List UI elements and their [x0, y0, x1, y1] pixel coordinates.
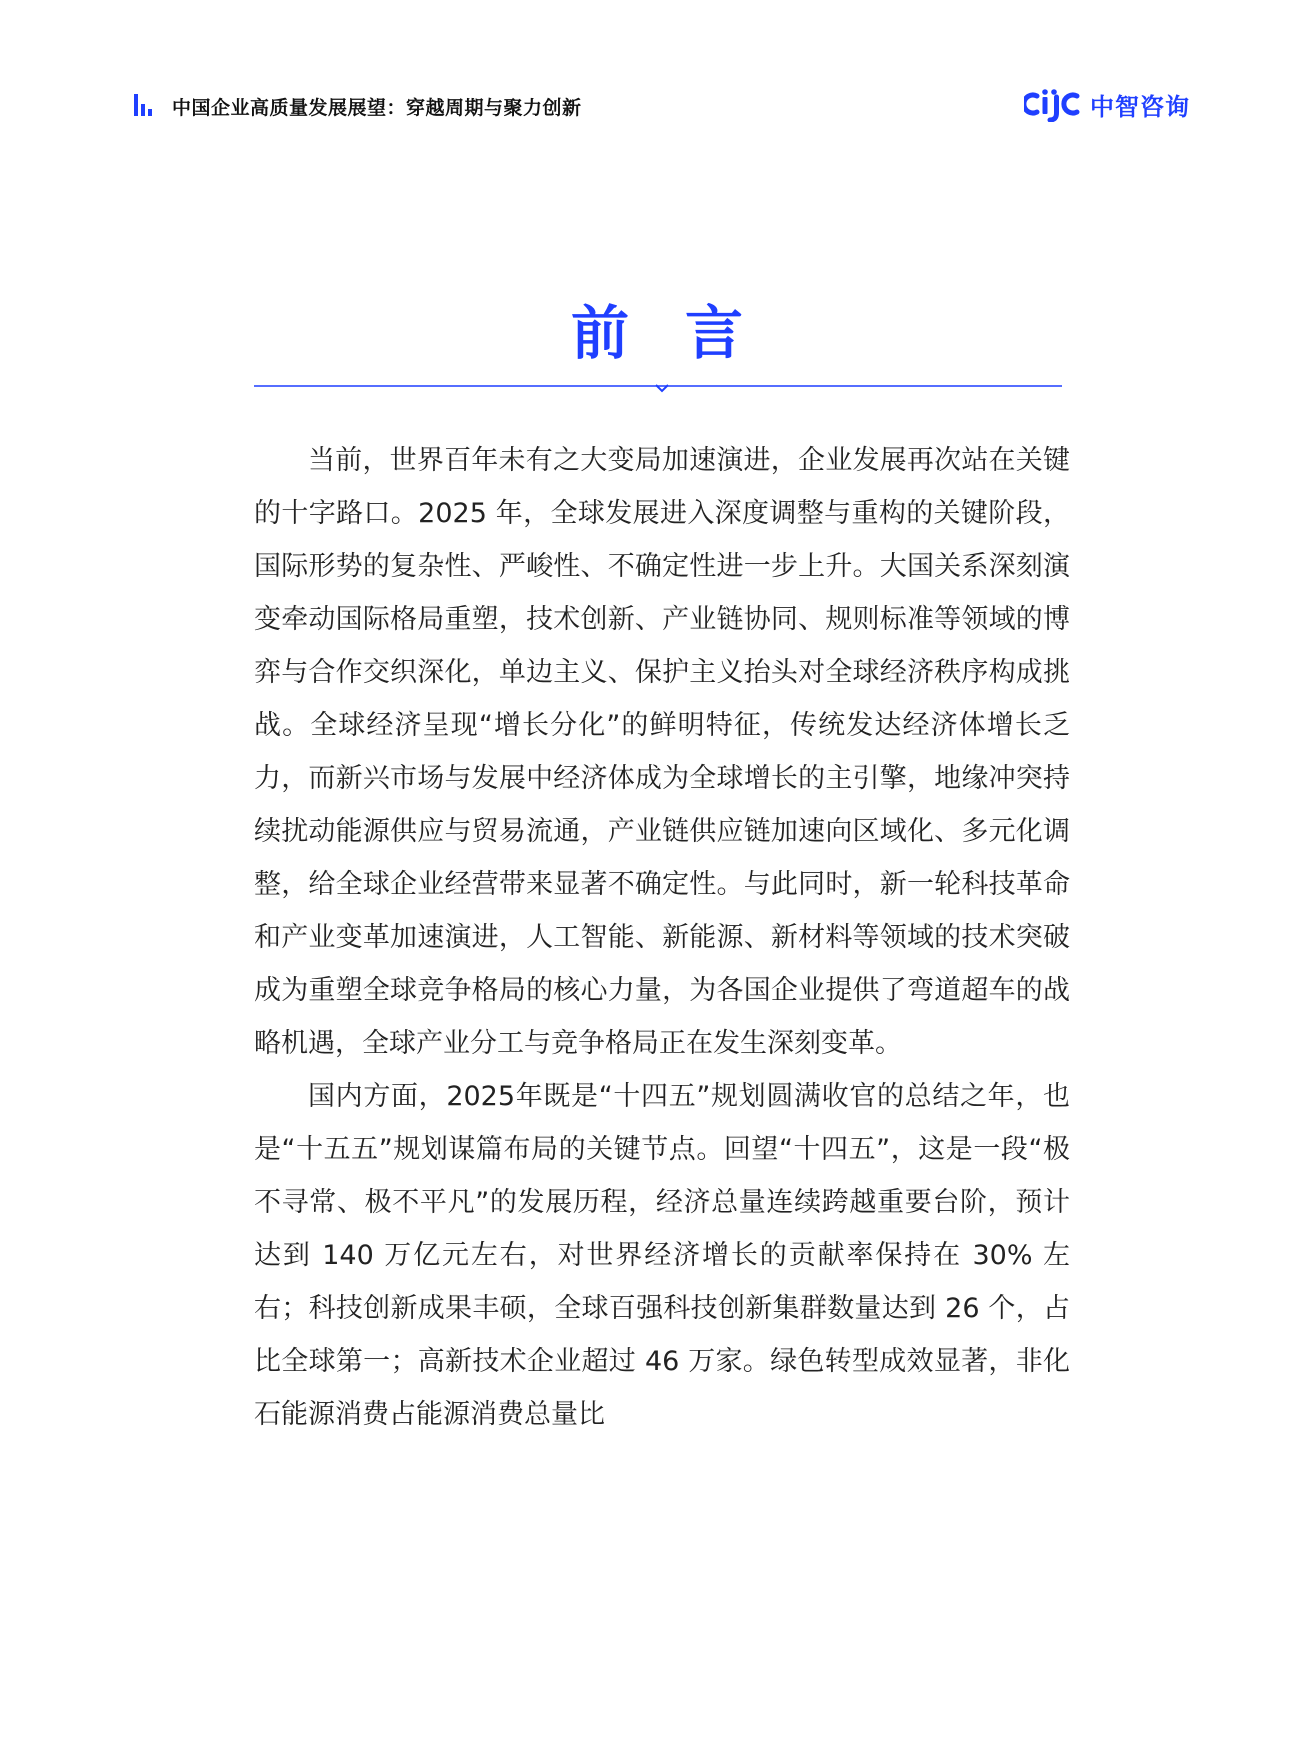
- report-title: 中国企业高质量发展展望：穿越周期与聚力创新: [172, 97, 582, 119]
- company-logo: [1024, 86, 1190, 122]
- bar-chart-icon: [134, 92, 158, 116]
- logo-text: 中智咨询: [1090, 92, 1190, 121]
- page-title: 前言: [570, 299, 799, 367]
- cijc-logo-icon: [1024, 86, 1084, 122]
- paragraph: 国内方面，2025年既是“十四五”规划圆满收官的总结之年，也是“十五五”规划谋篇布局的关键节点。回望“十四五”，这是一段“极不寻常、极不平凡”的发展历程，经济总量连续跨越重要台阶，预计达到 140 万亿元左右，对世界经济增长的贡献率保持在 30% 左右；科技创新成果丰硕，全球百强科技创新集群数量达到 26 个，占比全球第一；高新技术企业超过 46 万家。绿色转型成效显著，非化石能源消费占能源消费总量比: [254, 1081, 1070, 1430]
- page-header: [0, 0, 1314, 150]
- body-text: [254, 434, 1070, 1441]
- paragraph: 当前，世界百年未有之大变局加速演进，企业发展再次站在关键的十字路口。2025 年，全球发展进入深度调整与重构的关键阶段，国际形势的复杂性、严峻性、不确定性进一步上升。大国关系深刻演变牵动国际格局重塑，技术创新、产业链协同、规则标准等领域的博弈与合作交织深化，单边主义、保护主义抬头对全球经济秩序构成挑战。全球经济呈现“增长分化”的鲜明特征，传统发达经济体增长乏力，而新兴市场与发展中经济体成为全球增长的主引擎，地缘冲突持续扰动能源供应与贸易流通，产业链供应链加速向区域化、多元化调整，给全球企业经营带来显著不确定性。与此同时，新一轮科技革命和产业变革加速演进，人工智能、新能源、新材料等领域的技术突破成为重塑全球竞争格局的核心力量，为各国企业提供了弯道超车的战略机遇，全球产业分工与竞争格局正在发生深刻变革。: [254, 445, 1070, 1059]
- title-divider: [254, 378, 1070, 398]
